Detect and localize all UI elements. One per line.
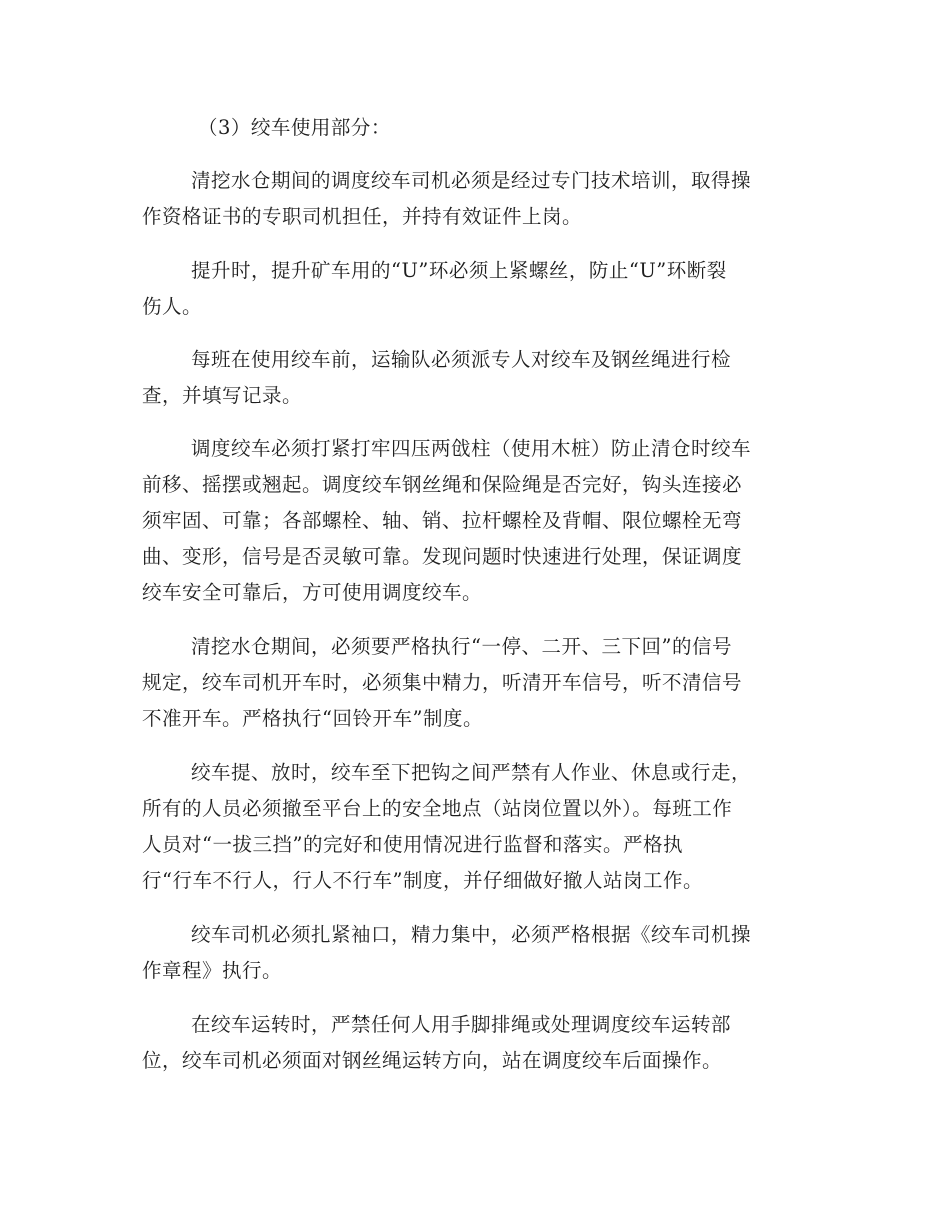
paragraph-line: 查，并填写记录。 xyxy=(142,384,303,407)
paragraph-line: 规定，绞车司机开车时，必须集中精力，听清开车信号，听不清信号 xyxy=(142,671,743,694)
paragraph-line: 作资格证书的专职司机担任，并持有效证件上岗。 xyxy=(142,205,583,228)
paragraph-line: 不准开车。严格执行“回铃开车”制度。 xyxy=(142,707,483,730)
paragraph-line: 绞车安全可靠后，方可使用调度绞车。 xyxy=(142,581,483,604)
paragraph-line: 所有的人员必须撤至平台上的安全地点（站岗位置以外）。每班工作 xyxy=(142,797,733,820)
paragraph-line: 在绞车运转时，严禁任何人用手脚排绳或处理调度绞车运转部 xyxy=(191,1013,732,1036)
paragraph-line: 作章程》执行。 xyxy=(142,959,283,982)
paragraph-line: 提升时，提升矿车用的“U”环必须上紧螺丝，防止“U”环断裂 xyxy=(191,259,727,282)
paragraph-line: 曲、变形，信号是否灵敏可靠。发现问题时快速进行处理，保证调度 xyxy=(142,545,743,568)
paragraph-line: 清挖水仓期间，必须要严格执行“一停、二开、三下回”的信号 xyxy=(191,635,732,658)
paragraph-line: 伤人。 xyxy=(142,295,203,318)
paragraph-line: 调度绞车必须打紧打牢四压两戗柱（使用木桩）防止清仓时绞车 xyxy=(191,437,752,460)
paragraph-line: 人员对“一拔三挡”的完好和使用情况进行监督和落实。严格执 xyxy=(142,833,683,856)
paragraph-line: 须牢固、可靠；各部螺栓、轴、销、拉杆螺栓及背帽、限位螺栓无弯 xyxy=(142,509,743,532)
paragraph-line: 绞车司机必须扎紧袖口，精力集中，必须严格根据《绞车司机操 xyxy=(191,923,752,946)
paragraph-line: 清挖水仓期间的调度绞车司机必须是经过专门技术培训，取得操 xyxy=(191,169,752,192)
section-heading: （3）绞车使用部分： xyxy=(198,116,391,139)
paragraph-line: 绞车提、放时，绞车至下把钩之间严禁有人作业、休息或行走， xyxy=(191,761,752,784)
paragraph-line: 每班在使用绞车前，运输队必须派专人对绞车及钢丝绳进行检 xyxy=(191,348,732,371)
paragraph-line: 行“行车不行人，行人不行车”制度，并仔细做好撤人站岗工作。 xyxy=(142,869,703,892)
paragraph-line: 前移、摇摆或翘起。调度绞车钢丝绳和保险绳是否完好，钩头连接必 xyxy=(142,473,743,496)
paragraph-line: 位，绞车司机必须面对钢丝绳运转方向，站在调度绞车后面操作。 xyxy=(142,1049,723,1072)
